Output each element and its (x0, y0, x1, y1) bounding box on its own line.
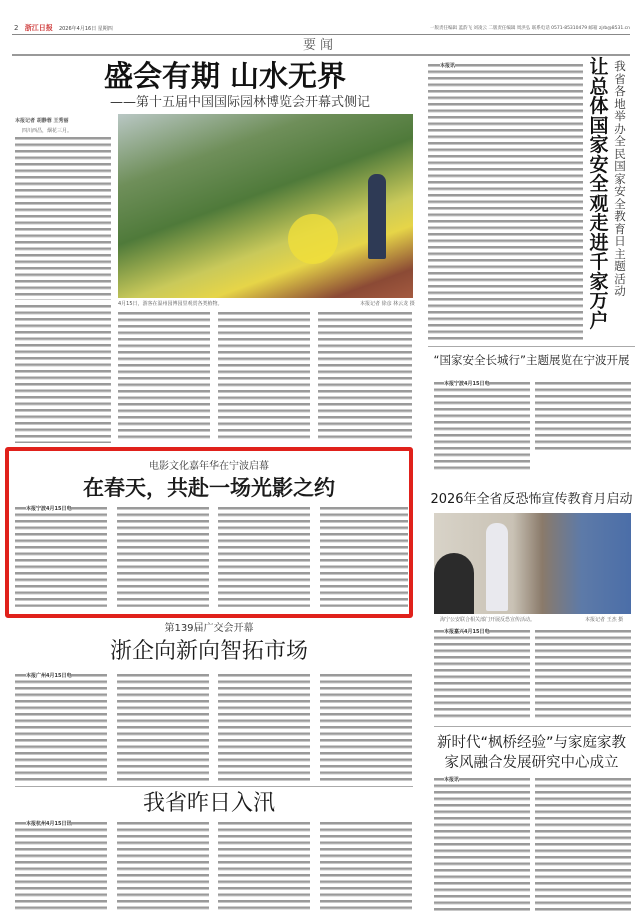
greatwall-body-col2 (535, 380, 631, 450)
terror-body-col2 (535, 628, 631, 718)
expo-photo-credit: 本报记者 徐彦 林云龙 摄 (360, 301, 415, 307)
security-subhead: 我省各地举办全民国家安全教育日主题活动 (614, 59, 626, 298)
expo-body-col2 (118, 310, 210, 442)
terror-headline: 2026年全省反恐怖宣传教育月启动 (430, 492, 633, 507)
expo-headline: 盛会有期 山水无界 (103, 59, 347, 93)
greatwall-headline: “国家安全长城行”主题展览在宁波开展 (433, 353, 630, 367)
security-body (428, 62, 583, 342)
flood-body-col2 (117, 820, 209, 912)
greatwall-body-col1 (434, 380, 530, 470)
terror-dateline: 本报嘉兴4月15日电 (444, 629, 490, 635)
canton-kicker: 第139届广交会开幕 (164, 623, 254, 634)
greatwall-dateline: 本报宁波4月15日电 (444, 381, 490, 387)
security-headline: 让总体国家安全观走进千家万户 (589, 56, 609, 332)
terror-caption: 海宁公安联合相关部门开展反恐宣传活动。 (440, 617, 536, 623)
security-dateline: 本报讯 (440, 63, 456, 69)
expo-byline: 本报记者 胡静蓉 王秀丽 (15, 118, 69, 124)
header-rule (12, 34, 630, 35)
masthead-left (14, 24, 113, 33)
film-body-col3 (218, 505, 310, 607)
terror-photo-credit: 本报记者 王杰 摄 (585, 617, 624, 623)
terror-body-col1 (434, 628, 530, 718)
canton-dateline: 本报广州4月15日电 (26, 673, 72, 679)
fengqiao-headline-line2: 家风融合发展研究中心成立 (444, 755, 619, 771)
page-number: 2 (14, 24, 19, 32)
fengqiao-body-col1 (434, 776, 530, 914)
film-body-col4 (320, 505, 408, 607)
expo-subhead: ——第十五届中国国际园林博览会开幕式侧记 (109, 95, 370, 110)
right-rule-1 (428, 346, 635, 347)
section-rule (12, 54, 630, 56)
expo-caption: 4月15日，游客在温州园博园里观赏各类植物。 (118, 301, 223, 307)
canton-headline: 浙企向新向智拓市场 (109, 639, 308, 664)
expo-lead: 四川西昌，烟花三月。 (22, 128, 73, 134)
fengqiao-body-col2 (535, 776, 631, 914)
fengqiao-headline (428, 733, 635, 773)
expo-body-col3 (218, 310, 310, 442)
fengqiao-headline-line1: 新时代“枫桥经验”与家庭家教 (436, 735, 627, 751)
section-title: 要闻 (302, 38, 337, 53)
right-rule-2 (434, 726, 631, 727)
expo-body-col1b (15, 303, 111, 443)
expo-body-col4 (318, 310, 412, 442)
issue-date: 2026年4月16日 星期四 (58, 26, 113, 32)
film-body-col1 (15, 505, 107, 607)
flood-headline: 我省昨日入汛 (142, 791, 275, 816)
canton-body-col1 (15, 672, 107, 782)
film-dateline: 本报宁波4月15日电 (26, 506, 72, 512)
terror-photo (434, 513, 631, 614)
expo-body (15, 135, 111, 300)
flood-body-col4 (320, 820, 412, 912)
expo-photo (118, 114, 413, 298)
film-headline: 在春天，共赴一场光影之约 (83, 476, 335, 500)
paper-name: 浙江日报 (24, 24, 53, 32)
article-rule (15, 786, 413, 787)
canton-body-col3 (218, 672, 310, 782)
canton-body-col2 (117, 672, 209, 782)
film-body-col2 (117, 505, 209, 607)
film-kicker: 电影文化嘉年华在宁波启幕 (149, 461, 269, 472)
editor-info: 一版责任编辑 蓝韵飞 刘凌云 二版责任编辑 周洪弘 联系电话 0571-85310479 邮箱 zjrb@8531.cn (430, 26, 630, 31)
canton-body-col4 (320, 672, 412, 782)
flood-body-col3 (218, 820, 310, 912)
fengqiao-dateline: 本报讯 (444, 777, 460, 783)
flood-body-col1 (15, 820, 107, 912)
flood-dateline: 本报杭州4月15日讯 (26, 821, 72, 827)
